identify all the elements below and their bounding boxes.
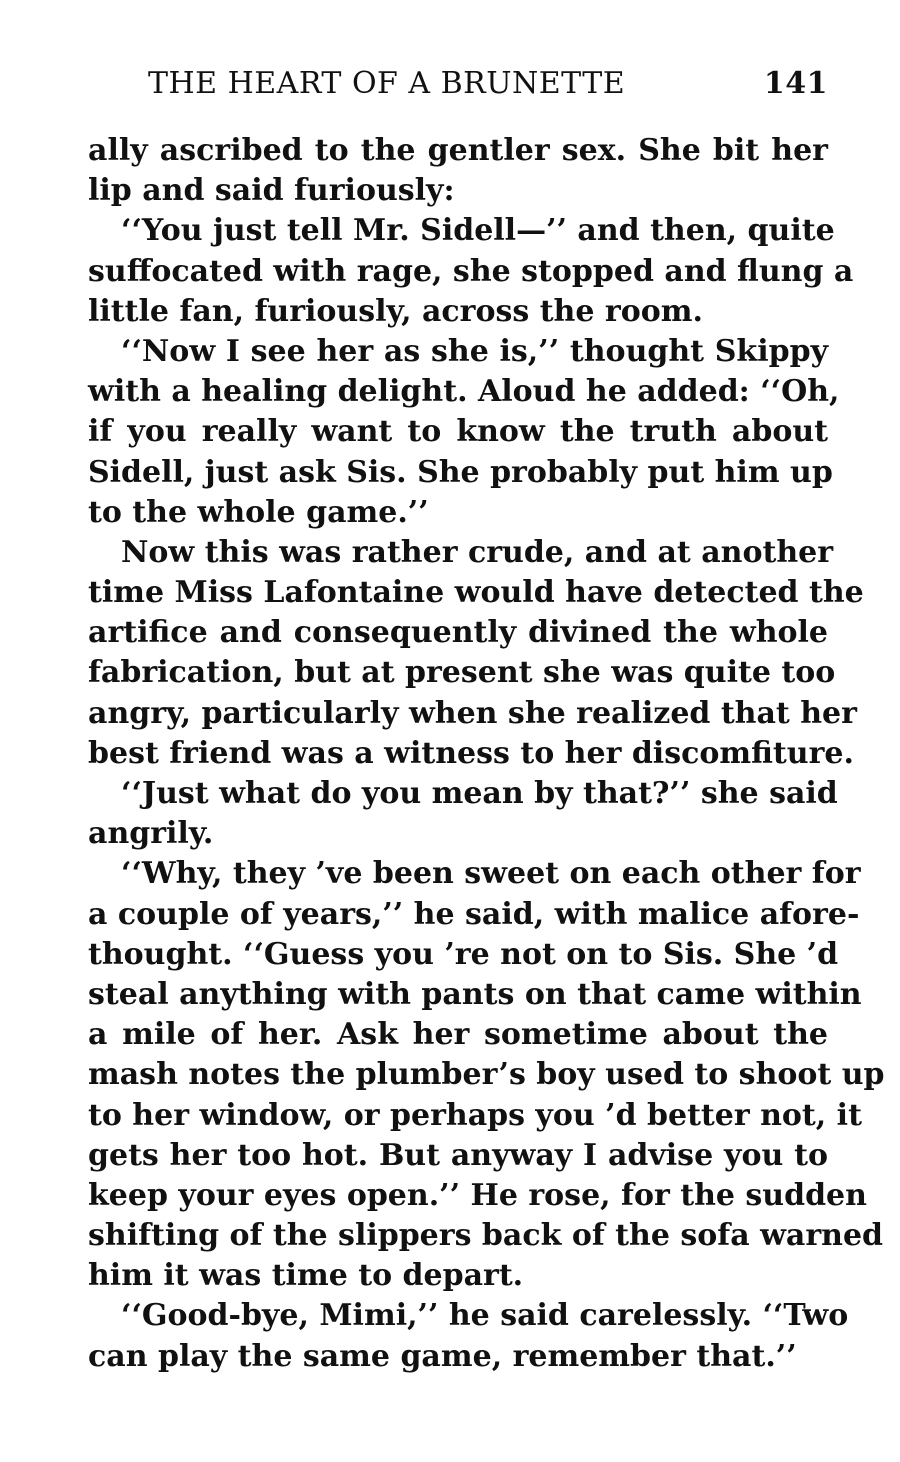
text-line: angry, particularly when she realized that her — [88, 695, 857, 731]
text-line: a couple of years,’’ he said, with malice afore- — [88, 896, 860, 932]
running-head — [148, 64, 828, 104]
text-line: with a healing delight. Aloud he added: ‘‘Oh, — [88, 374, 840, 410]
text-line: suffocated with rage, she stopped and flung a — [88, 253, 854, 289]
text-line: thought. ‘‘Guess you ’re not on to Sis. She ’d — [88, 936, 839, 972]
text-line: angrily. — [88, 816, 214, 852]
text-line: ‘‘Good-bye, Mimi,’’ he said carelessly. ‘‘Two — [121, 1298, 849, 1334]
text-line: gets her too hot. But anyway I advise you to — [88, 1137, 828, 1173]
text-line: fabrication, but at present she was quite too — [88, 655, 836, 691]
text-line: to the whole game.’’ — [88, 494, 429, 530]
text-line: artifice and consequently divined the whole — [88, 615, 828, 651]
text-line: to her window, or perhaps you ’d better not, it — [88, 1097, 862, 1133]
text-line: little fan, furiously, across the room. — [88, 293, 703, 329]
text-line: shifting of the slippers back of the sofa warned — [88, 1218, 884, 1254]
text-line: ‘‘You just tell Mr. Sidell—’’ and then, quite — [121, 213, 835, 249]
text-line: keep your eyes open.’’ He rose, for the sudden — [88, 1177, 867, 1213]
text-line: a mile of her. Ask her sometime about the — [88, 1017, 828, 1053]
text-line: him it was time to depart. — [88, 1258, 524, 1294]
text-line: lip and said furiously: — [88, 173, 455, 209]
text-line: ‘‘Just what do you mean by that?’’ she said — [121, 776, 838, 811]
page-number: 141 — [763, 66, 828, 101]
text-line: can play the same game, remember that.’’ — [88, 1338, 797, 1374]
running-title: THE HEART OF A BRUNETTE — [148, 66, 626, 101]
text-line: if you really want to know the truth about — [88, 414, 828, 450]
text-line: mash notes the plumber’s boy used to shoot up — [88, 1057, 885, 1093]
body-text — [88, 131, 885, 1377]
text-line: Sidell, just ask Sis. She probably put him up — [88, 454, 833, 490]
text-line: best friend was a witness to her discomfiture. — [88, 735, 854, 771]
text-line: ‘‘Now I see her as she is,’’ thought Skippy — [121, 333, 828, 369]
text-line: ally ascribed to the gentler sex. She bit her — [88, 133, 828, 168]
text-line: Now this was rather crude, and at another — [121, 534, 834, 570]
text-line: ‘‘Why, they ’ve been sweet on each other for — [121, 856, 861, 892]
text-line: time Miss Lafontaine would have detected the — [88, 575, 864, 611]
text-line: steal anything with pants on that came within — [88, 976, 862, 1012]
